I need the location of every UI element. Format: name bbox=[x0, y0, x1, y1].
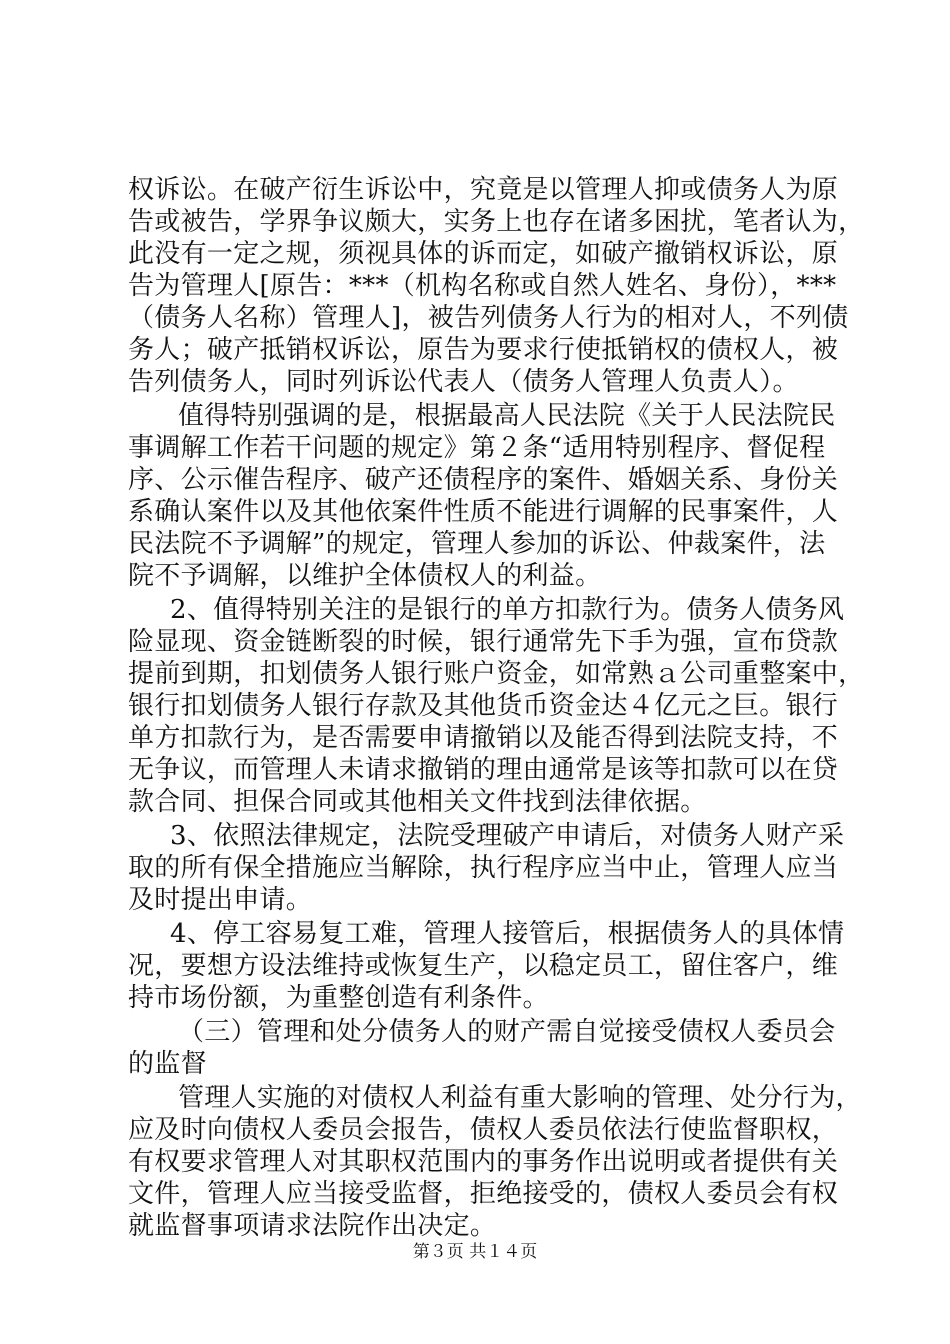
section-heading: （三）管理和处分债务人的财产需自觉接受债权人委员会 bbox=[178, 1017, 836, 1047]
text-line: 4、停工容易复工难，管理人接管后，根据债务人的具体情 bbox=[170, 919, 845, 949]
text-line: 况，要想方设法维持或恢复生产，以稳定员工，留住客户，维 bbox=[128, 951, 839, 981]
text-line: 就监督事项请求法院作出决定。 bbox=[128, 1211, 497, 1241]
page-number: 第３页 bbox=[412, 1242, 464, 1262]
text-line: 序、公示催告程序、破产还债程序的案件、婚姻关系、身份关 bbox=[128, 465, 839, 495]
text-line: 告或被告，学界争议颇大，实务上也存在诸多困扰，笔者认为， bbox=[128, 207, 865, 237]
page-total: 共１４页 bbox=[469, 1242, 538, 1262]
text-line: 事调解工作若干问题的规定》第２条“适用特别程序、督促程 bbox=[128, 433, 826, 463]
text-line: 款合同、担保合同或其他相关文件找到法律依据。 bbox=[128, 787, 707, 817]
text-line: 银行扣划债务人银行存款及其他货币资金达４亿元之巨。银行 bbox=[128, 691, 839, 721]
text-line: 值得特别强调的是，根据最高人民法院《关于人民法院民 bbox=[178, 401, 836, 431]
text-line: 取的所有保全措施应当解除，执行程序应当中止，管理人应当 bbox=[128, 853, 839, 883]
text-line: 3、依照法律规定，法院受理破产申请后，对债务人财产采 bbox=[170, 821, 845, 851]
text-line: 管理人实施的对债权人利益有重大影响的管理、处分行为， bbox=[178, 1083, 862, 1113]
text-line: 险显现、资金链断裂的时候，银行通常先下手为强，宣布贷款 bbox=[128, 627, 839, 657]
text-line: 民法院不予调解”的规定，管理人参加的诉讼、仲裁案件，法 bbox=[128, 529, 826, 559]
text-line: 单方扣款行为，是否需要申请撤销以及能否得到法院支持，不 bbox=[128, 723, 839, 753]
section-heading: 的监督 bbox=[128, 1049, 207, 1079]
text-line: 应及时向债权人委员会报告，债权人委员依法行使监督职权， bbox=[128, 1115, 839, 1145]
text-line: 持市场份额，为重整创造有利条件。 bbox=[128, 983, 549, 1013]
text-line: 此没有一定之规，须视具体的诉而定，如破产撤销权诉讼，原 bbox=[128, 239, 839, 269]
text-line: 有权要求管理人对其职权范围内的事务作出说明或者提供有关 bbox=[128, 1147, 839, 1177]
text-line: 务人；破产抵销权诉讼，原告为要求行使抵销权的债权人，被 bbox=[128, 335, 839, 365]
text-line: 无争议，而管理人未请求撤销的理由通常是该等扣款可以在贷 bbox=[128, 755, 839, 785]
text-line: 院不予调解，以维护全体债权人的利益。 bbox=[128, 561, 602, 591]
text-line: 系确认案件以及其他依案件性质不能进行调解的民事案件，人 bbox=[128, 497, 839, 527]
text-line: 及时提出申请。 bbox=[128, 885, 313, 915]
text-line: 文件，管理人应当接受监督，拒绝接受的，债权人委员会有权 bbox=[128, 1179, 839, 1209]
text-line: 提前到期，扣划债务人银行账户资金，如常熟ａ公司重整案中， bbox=[128, 659, 865, 689]
text-line: 2、值得特别关注的是银行的单方扣款行为。债务人债务风 bbox=[170, 595, 845, 625]
text-line: （债务人名称）管理人]，被告列债务人行为的相对人，不列债 bbox=[128, 303, 849, 333]
text-line: 告为管理人[原告：***（机构名称或自然人姓名、身份），*** bbox=[128, 271, 837, 301]
text-line: 权诉讼。在破产衍生诉讼中，究竟是以管理人抑或债务人为原 bbox=[128, 175, 839, 205]
page-footer bbox=[0, 1240, 950, 1264]
text-line: 告列债务人，同时列诉讼代表人（债务人管理人负责人）。 bbox=[128, 367, 799, 397]
